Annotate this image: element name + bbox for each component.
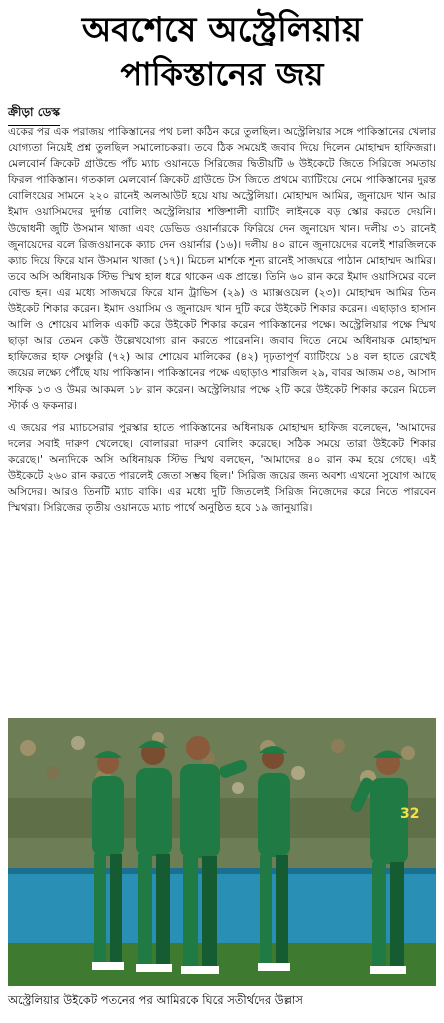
article-paragraph-2: এ জয়ের পর ম্যাচসেরার পুরস্কার হাতে পাকিস্তানের অধিনায়ক মোহাম্মদ হাফিজ বলেছেন, 'আমাদের দলের সবাই দারুণ খেলেছে। বোলাররা দারুণ বোলিং করেছে। সঠিক সময়ে তারা উইকেট শিকার করেছে।' অন্যদিকে অসি অধিনায়ক স্টিভ স্মিথ বলছেন, 'আমাদের ৪০ রান কম হয়ে গেছে। এই উইকেটে ২৬০ রান করতে পারলেই জেতা সম্ভব ছিল।' সিরিজ জয়ের জন্য অবশ্য এখনো সুযোগ আছে অসিদের। আরও তিনটি ম্যাচ বাকি। এর মধ্যে দুটি জিতলেই সিরিজ নিজেদের করে নিতে পারবেন স্মিথরা। সিরিজের তৃতীয় ওয়ানডে ম্যাচ পার্থে অনুষ্ঠিত হবে ১৯ জানুয়ারি। [8, 421, 436, 515]
celebration-photo [8, 718, 436, 986]
article-paragraph-1: একের পর এক পরাজয় পাকিস্তানের পথ চলা কঠিন করে তুলছিল। অস্ট্রেলিয়ার সঙ্গে পাকিস্তানের খেলার যোগ্যতা নিয়েই প্রশ্ন তুলছিল সমালোচকরা। তবে ঠিক সময়েই জবাব দিয়ে দিলেন মোহাম্মদ হাফিজরা। মেলবোর্ন ক্রিকেট গ্রাউন্ডে পাঁচ ম্যাচ ওয়ানডে সিরিজের দ্বিতীয়টি ৬ উইকেটে জিতে সিরিজে সমতায় ফিরল পাকিস্তান। গতকাল মেলবোর্ন ক্রিকেট গ্রাউন্ডে টস জিতে প্রথমে ব্যাটিংয়ে নেমে পাকিস্তানের দুরন্ত বোলিংয়ের সামনে ২২০ রানেই অলআউট হয়ে যায় অস্ট্রেলিয়া। মোহাম্মদ আমির, জুনায়েদ খান আর ইমাদ ওয়াসিমদের দুর্দান্ত বোলিং অস্ট্রেলিয়ার শক্তিশালী ব্যাটিং লাইনকে বড় স্কোর করতে দেয়নি। উদ্বোধনী জুটি উসমান খাজা এবং ডেভিড ওয়ার্নারকে ফিরিয়ে দেন জুনায়েদ খান। দলীয় ৩১ রানেই জুনায়েদের বলে রিজওয়ানকে ক্যাচ দেন ওয়ার্নার (১৬)। দলীয় ৪০ রানে জুনায়েদের বলেই শারজিলকে ক্যাচ দিয়ে ফিরে যান উসমান খাজা (১৭)। মিচেল মার্শকে শূন্য রানেই সাজঘরে পাঠান মোহাম্মদ আমির। তবে অসি অধিনায়ক স্টিভ স্মিথ হাল ধরে থাকেন এক প্রান্তে। তিনি ৬০ রান করে ইমাদ ওয়াসিমের বলে বোল্ড হন। এর মধ্যে সাজঘরে ফিরে যান ট্রাভিস (২৯) ও ম্যাক্সওয়েল (২৩)। মোহাম্মদ আমির তিন উইকেট শিকার করেন। ইমাদ ওয়াসিম ও জুনায়েদ খান দুটি করে উইকেট শিকার করেন। এছাড়াও হাসান আলি ও শোয়েব মালিক একটি করে উইকেট শিকার করেন পাকিস্তানের পক্ষে। অস্ট্রেলিয়ার পক্ষে স্মিথ ছাড়া আর তেমন কেউ উল্লেখযোগ্য রান করতে পারেননি। জবাব দিতে নেমে অধিনায়ক মোহাম্মদ হাফিজের হাফ সেঞ্চুরি (৭২) আর শোয়েব মালিকের (৪২) দৃঢ়তাপূর্ণ ব্যাটিংয়ে ১৪ বল হাতে রেখেই জয়ের লক্ষ্যে পৌঁছে যায় পাকিস্তান। পাকিস্তানের পক্ষে এছাড়াও শারজিল ২৯, বাবর আজম ৩৪, আসাদ শফিক ১৩ ও উমর আকমল ১৮ রান করেন। অস্ট্রেলিয়ার পক্ষে ২টি করে উইকেট শিকার করেন মিচেল স্টার্ক ও ফকনার। [8, 126, 436, 412]
headline-line-2: পাকিস্তানের জয় [120, 55, 324, 93]
grass [8, 943, 436, 986]
headline-line-1: অবশেষে অস্ট্রেলিয়ায় [81, 10, 363, 50]
advertising-board [8, 868, 436, 943]
celebration-photo-illustration [8, 718, 436, 986]
byline: ক্রীড়া ডেস্ক [8, 104, 60, 126]
photo-caption: অস্ট্রেলিয়ার উইকেট পতনের পর আমিরকে ঘিরে সতীর্থদের উল্লাস [8, 993, 303, 1007]
jersey-number: 32 [400, 806, 420, 822]
headline [0, 8, 444, 96]
article-body [8, 124, 436, 522]
